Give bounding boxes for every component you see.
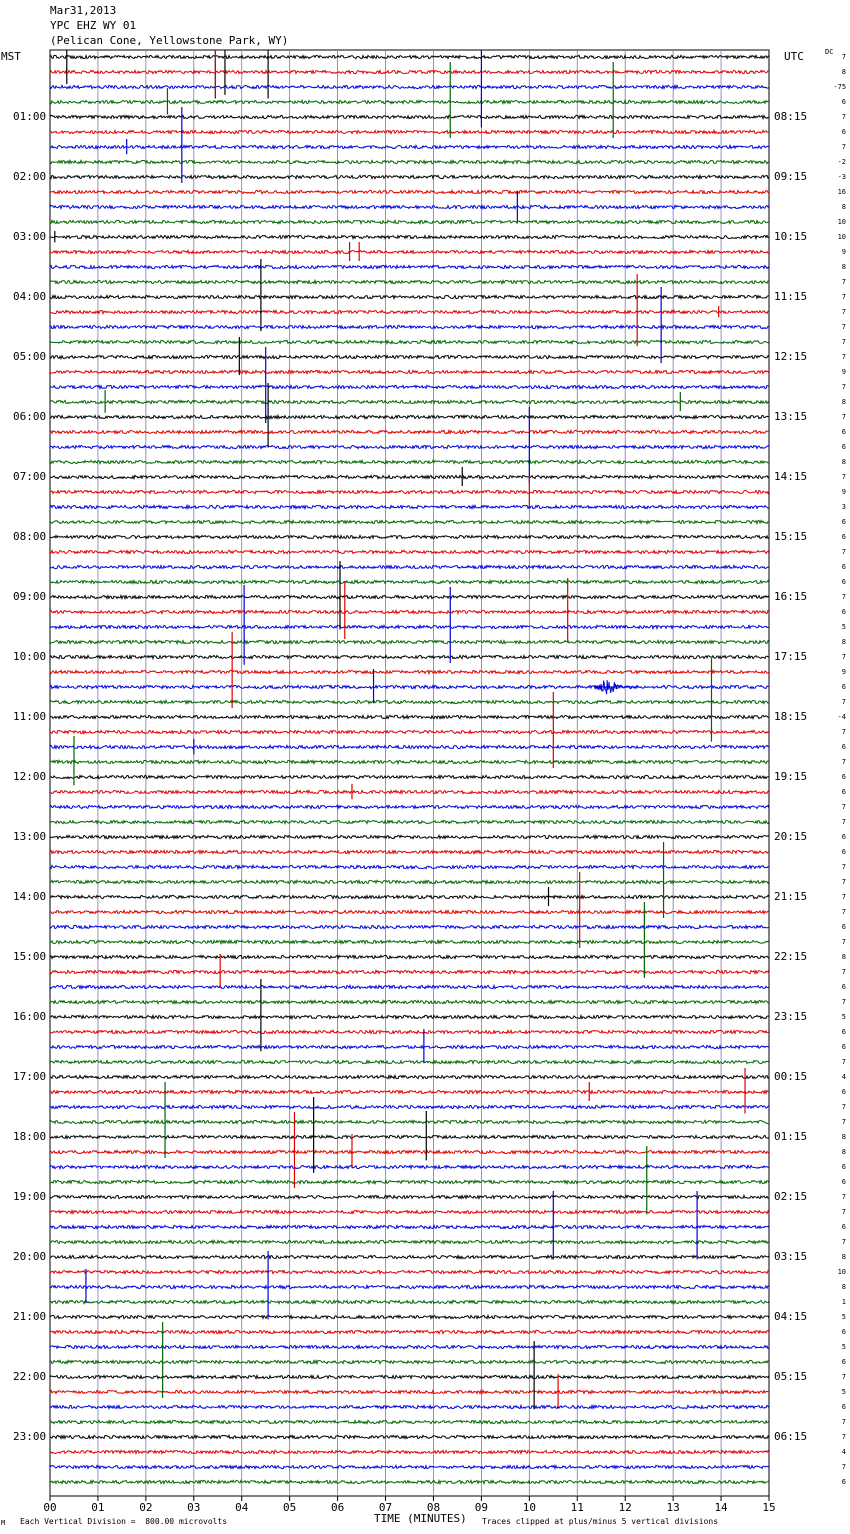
dc-offset-label: 8 [841, 953, 847, 961]
trace-row [50, 1075, 769, 1078]
mst-hour-label: 17:00 [13, 1070, 47, 1083]
trace-row [50, 1285, 769, 1288]
trace-row [50, 1360, 769, 1363]
trace-row [50, 1000, 769, 1003]
trace-row [50, 235, 769, 238]
dc-offset-label: 5 [841, 1343, 847, 1351]
trace-row [50, 640, 769, 643]
mst-hour-label: 02:00 [13, 170, 47, 183]
earthquake-burst [594, 680, 639, 694]
trace-row [50, 670, 769, 673]
dc-offset-label: 10 [837, 1268, 847, 1276]
dc-offset-label: 6 [841, 578, 847, 586]
trace-row [50, 460, 769, 463]
dc-offset-label: 7 [841, 293, 847, 301]
mst-hour-label: 11:00 [13, 710, 47, 723]
utc-hour-label: 04:15 [774, 1310, 808, 1323]
trace-row [50, 655, 769, 658]
trace-row [50, 1105, 769, 1108]
trace-row [50, 490, 769, 493]
dc-offset-label: 6 [841, 983, 847, 991]
utc-hour-label: 15:15 [774, 530, 808, 543]
trace-row [50, 1330, 769, 1333]
dc-offset-label: 7 [841, 758, 847, 766]
dc-offset-label: 8 [841, 1283, 847, 1291]
dc-offset-label: 7 [841, 803, 847, 811]
trace-row [50, 280, 769, 283]
trace-row [50, 865, 769, 868]
dc-offset-label: 7 [841, 353, 847, 361]
trace-row [50, 730, 769, 733]
x-tick-label: 15 [762, 1501, 776, 1514]
dc-offset-label: 6 [841, 743, 847, 751]
utc-hour-label: 01:15 [774, 1130, 808, 1143]
dc-offset-label: 7 [841, 968, 847, 976]
record-date: Mar31,2013 [50, 4, 117, 17]
trace-row [50, 595, 769, 598]
mst-hour-label: 22:00 [13, 1370, 47, 1383]
trace-row [50, 1165, 769, 1168]
trace-row [50, 400, 769, 403]
trace-row [50, 685, 769, 688]
x-tick-label: 11 [570, 1501, 584, 1514]
trace-row [50, 1480, 769, 1483]
trace-row [50, 130, 769, 133]
utc-hour-label: 20:15 [774, 830, 808, 843]
dc-offset-label: 7 [841, 383, 847, 391]
trace-row [50, 1345, 769, 1348]
trace-row [50, 70, 769, 73]
x-tick-label: 10 [522, 1501, 536, 1514]
trace-row [50, 775, 769, 778]
dc-offset-label: 7 [841, 308, 847, 316]
trace-row [50, 220, 769, 223]
x-tick-label: 06 [330, 1501, 345, 1514]
dc-offset-label: 8 [841, 1253, 847, 1261]
trace-row [50, 160, 769, 163]
x-tick-label: 12 [618, 1501, 632, 1514]
trace-row [50, 370, 769, 373]
dc-offset-label: 5 [841, 1388, 847, 1396]
trace-row [50, 1210, 769, 1213]
trace-row [50, 565, 769, 568]
trace-row [50, 445, 769, 448]
trace-row [50, 55, 769, 58]
x-tick-label: 05 [283, 1501, 297, 1514]
utc-hour-label: 12:15 [774, 350, 808, 363]
dc-offset-label: 6 [841, 683, 847, 691]
dc-offset-label: 7 [841, 653, 847, 661]
x-tick-label: 03 [187, 1501, 201, 1514]
dc-offset-label: 7 [841, 1118, 847, 1126]
station-location: (Pelican Cone, Yellowstone Park, WY) [50, 34, 289, 47]
dc-offset-label: 6 [841, 1043, 847, 1051]
dc-offset-label: 6 [841, 1028, 847, 1036]
dc-offset-label: 6 [841, 443, 847, 451]
dc-offset-label: 6 [841, 98, 847, 106]
dc-offset-label: 8 [841, 1148, 847, 1156]
dc-offset-label: 7 [841, 1058, 847, 1066]
dc-offset-label: 7 [841, 1373, 847, 1381]
dc-offset-label: 7 [841, 593, 847, 601]
dc-offset-label: 4 [841, 1073, 847, 1081]
trace-row [50, 985, 769, 988]
utc-hour-label: 19:15 [774, 770, 808, 783]
trace-row [50, 205, 769, 208]
dc-offset-label: 6 [841, 1223, 847, 1231]
dc-offset-label: 7 [841, 338, 847, 346]
mst-hour-label: 06:00 [13, 410, 47, 423]
dc-offset-label: 6 [841, 1163, 847, 1171]
dc-offset-label: 8 [841, 1133, 847, 1141]
utc-hour-label: 17:15 [774, 650, 808, 663]
trace-row [50, 760, 769, 763]
trace-row [50, 1315, 769, 1318]
dc-offset-label: 6 [841, 128, 847, 136]
left-timezone-label: MST [1, 50, 21, 63]
trace-row [50, 715, 769, 718]
trace-row [50, 100, 769, 103]
x-tick-label: 08 [426, 1501, 441, 1514]
right-timezone-label: UTC [784, 50, 804, 63]
dc-offset-label: 9 [841, 248, 847, 256]
trace-row [50, 745, 769, 748]
dc-offset-label: 7 [841, 53, 847, 61]
dc-offset-label: 6 [841, 428, 847, 436]
x-tick-label: 09 [474, 1501, 489, 1514]
utc-hour-label: 18:15 [774, 710, 808, 723]
trace-row [50, 955, 769, 958]
x-tick-label: 14 [714, 1501, 728, 1514]
utc-hour-label: 14:15 [774, 470, 808, 483]
trace-row [50, 1225, 769, 1228]
mst-hour-label: 10:00 [13, 650, 47, 663]
trace-row [50, 895, 769, 898]
mst-hour-label: 01:00 [13, 110, 47, 123]
dc-offset-label: 5 [841, 623, 847, 631]
x-tick-label: 02 [139, 1501, 153, 1514]
mst-hour-label: 03:00 [13, 230, 47, 243]
dc-offset-label: 7 [841, 998, 847, 1006]
utc-hour-label: 08:15 [774, 110, 808, 123]
trace-row [50, 580, 769, 583]
trace-row [50, 475, 769, 478]
trace-row [50, 940, 769, 943]
trace-row [50, 115, 769, 118]
trace-row [50, 190, 769, 193]
trace-row [50, 385, 769, 388]
dc-offset-label: 1 [841, 1298, 847, 1306]
dc-offset-label: 7 [841, 548, 847, 556]
trace-row [50, 1120, 769, 1123]
trace-row [50, 610, 769, 613]
trace-row [50, 265, 769, 268]
dc-offset-label: 5 [841, 1013, 847, 1021]
dc-offset-label: -3 [837, 173, 847, 181]
trace-row [50, 820, 769, 823]
utc-hour-label: 21:15 [774, 890, 808, 903]
dc-offset-label: 8 [841, 263, 847, 271]
trace-row [50, 505, 769, 508]
dc-offset-label: 7 [841, 878, 847, 886]
trace-row [50, 1270, 769, 1273]
dc-offset-label: 7 [841, 1433, 847, 1441]
trace-row [50, 790, 769, 793]
dc-offset-label: 7 [841, 278, 847, 286]
vertical-division-note: Each Vertical Division = 800.00 microvolts [20, 1517, 228, 1526]
x-axis-title: TIME (MINUTES) [374, 1512, 467, 1525]
utc-hour-label: 16:15 [774, 590, 808, 603]
trace-row [50, 1390, 769, 1393]
trace-row [50, 925, 769, 928]
trace-row [50, 1465, 769, 1468]
trace-row [50, 1240, 769, 1243]
dc-offset-label: 6 [841, 1178, 847, 1186]
trace-row [50, 145, 769, 148]
utc-hour-label: 22:15 [774, 950, 808, 963]
dc-offset-label: 6 [841, 533, 847, 541]
trace-row [50, 1405, 769, 1408]
mst-hour-label: 05:00 [13, 350, 47, 363]
trace-row [50, 1135, 769, 1138]
utc-hour-label: 23:15 [774, 1010, 808, 1023]
mst-hour-label: 09:00 [13, 590, 47, 603]
dc-offset-label: 7 [841, 1418, 847, 1426]
dc-offset-label: 7 [841, 473, 847, 481]
dc-offset-label: 7 [841, 728, 847, 736]
dc-offset-label: 6 [841, 923, 847, 931]
x-tick-label: 00 [43, 1501, 57, 1514]
mst-hour-label: 23:00 [13, 1430, 47, 1443]
dc-offset-label: 7 [841, 1193, 847, 1201]
mst-hour-label: 07:00 [13, 470, 47, 483]
dc-offset-label: 7 [841, 698, 847, 706]
trace-row [50, 880, 769, 883]
trace-row [50, 1255, 769, 1258]
dc-offset-label: 7 [841, 908, 847, 916]
utc-hour-label: 05:15 [774, 1370, 808, 1383]
dc-offset-label: 4 [841, 1448, 847, 1456]
dc-offset-label: 10 [837, 218, 847, 226]
dc-header-label: DC [825, 48, 834, 56]
trace-row [50, 970, 769, 973]
utc-hour-label: 11:15 [774, 290, 808, 303]
dc-offset-label: 6 [841, 848, 847, 856]
mst-hour-label: 18:00 [13, 1130, 47, 1143]
trace-row [50, 175, 769, 178]
trace-row [50, 805, 769, 808]
trace-row [50, 625, 769, 628]
dc-offset-label: -2 [837, 158, 847, 166]
dc-offset-label: 9 [841, 668, 847, 676]
dc-offset-label: 7 [841, 413, 847, 421]
station-code: YPC EHZ WY 01 [50, 19, 137, 32]
dc-offset-label: 8 [841, 458, 847, 466]
dc-offset-label: 8 [841, 638, 847, 646]
trace-row [50, 1060, 769, 1063]
dc-offset-label: 7 [841, 818, 847, 826]
mst-hour-label: 19:00 [13, 1190, 47, 1203]
trace-row [50, 700, 769, 703]
dc-offset-label: 5 [841, 1313, 847, 1321]
dc-offset-label: 7 [841, 1208, 847, 1216]
x-tick-label: 07 [378, 1501, 393, 1514]
dc-offset-label: 6 [841, 1088, 847, 1096]
mst-hour-label: 16:00 [13, 1010, 47, 1023]
dc-offset-label: 7 [841, 1103, 847, 1111]
trace-row [50, 1450, 769, 1453]
dc-offset-label: 7 [841, 863, 847, 871]
dc-offset-label: 6 [841, 773, 847, 781]
trace-row [50, 85, 769, 88]
dc-offset-label: 6 [841, 1478, 847, 1486]
trace-row [50, 1420, 769, 1423]
dc-offset-label: 10 [837, 233, 847, 241]
dc-offset-label: 8 [841, 68, 847, 76]
dc-offset-label: 8 [841, 398, 847, 406]
trace-row [50, 910, 769, 913]
dc-offset-label: 8 [841, 203, 847, 211]
corner-mark: M [1, 1519, 6, 1527]
mst-hour-label: 08:00 [13, 530, 47, 543]
trace-row [50, 850, 769, 853]
trace-row [50, 1180, 769, 1183]
dc-offset-label: -75 [833, 83, 847, 91]
mst-hour-label: 13:00 [13, 830, 47, 843]
utc-hour-label: 10:15 [774, 230, 808, 243]
mst-hour-label: 12:00 [13, 770, 47, 783]
utc-hour-label: 09:15 [774, 170, 808, 183]
dc-offset-label: -4 [837, 713, 847, 721]
trace-row [50, 1300, 769, 1303]
dc-offset-label: 7 [841, 323, 847, 331]
x-tick-label: 01 [91, 1501, 105, 1514]
trace-row [50, 1045, 769, 1048]
trace-row [50, 1090, 769, 1093]
mst-hour-label: 04:00 [13, 290, 47, 303]
clipping-note: Traces clipped at plus/minus 5 vertical divisions [482, 1517, 719, 1526]
dc-offset-label: 6 [841, 788, 847, 796]
mst-hour-label: 14:00 [13, 890, 47, 903]
trace-row [50, 1375, 769, 1378]
utc-hour-label: 03:15 [774, 1250, 808, 1263]
utc-hour-label: 13:15 [774, 410, 808, 423]
trace-row [50, 250, 769, 253]
dc-offset-label: 7 [841, 143, 847, 151]
dc-offset-label: 6 [841, 1358, 847, 1366]
dc-offset-label: 6 [841, 833, 847, 841]
dc-offset-label: 7 [841, 1463, 847, 1471]
trace-row [50, 535, 769, 538]
dc-offset-label: 7 [841, 1238, 847, 1246]
trace-row [50, 430, 769, 433]
trace-row [50, 520, 769, 523]
dc-offset-label: 6 [841, 518, 847, 526]
trace-row [50, 835, 769, 838]
trace-row [50, 415, 769, 418]
dc-offset-label: 3 [841, 503, 847, 511]
dc-offset-label: 7 [841, 113, 847, 121]
x-tick-label: 04 [235, 1501, 249, 1514]
dc-offset-label: 6 [841, 608, 847, 616]
mst-hour-label: 20:00 [13, 1250, 47, 1263]
dc-offset-label: 6 [841, 563, 847, 571]
utc-hour-label: 02:15 [774, 1190, 808, 1203]
utc-hour-label: 00:15 [774, 1070, 808, 1083]
dc-offset-label: 6 [841, 1328, 847, 1336]
dc-offset-label: 7 [841, 893, 847, 901]
trace-row [50, 1150, 769, 1153]
dc-offset-label: 7 [841, 938, 847, 946]
trace-row [50, 1195, 769, 1198]
trace-row [50, 1015, 769, 1018]
dc-offset-label: 6 [841, 1403, 847, 1411]
dc-offset-label: 16 [837, 188, 847, 196]
dc-offset-label: 9 [841, 488, 847, 496]
mst-hour-label: 15:00 [13, 950, 47, 963]
trace-row [50, 1435, 769, 1438]
dc-offset-label: 9 [841, 368, 847, 376]
trace-row [50, 550, 769, 553]
x-tick-label: 13 [666, 1501, 680, 1514]
mst-hour-label: 21:00 [13, 1310, 47, 1323]
trace-row [50, 1030, 769, 1033]
utc-hour-label: 06:15 [774, 1430, 808, 1443]
